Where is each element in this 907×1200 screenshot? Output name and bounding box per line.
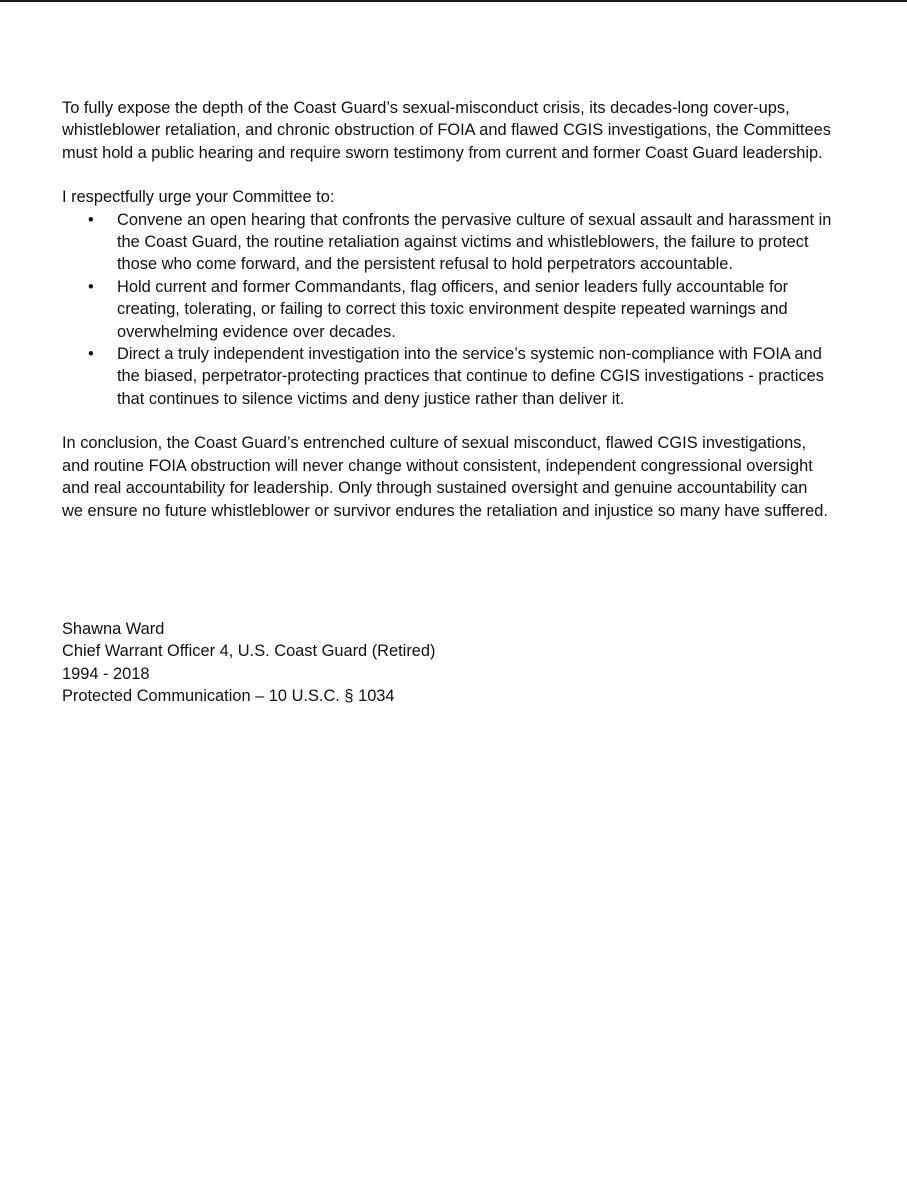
conclusion-paragraph: In conclusion, the Coast Guard’s entrenched culture of sexual misconduct, flawed CGIS investigations, and routine FOIA obstruction will never change without consistent, independent congressional oversight and real accountability for leadership. Only through sustained oversight and genuine accountability can we ensure no future whistleblower or survivor endures the retaliation and injustice so many have suffered. xyxy=(62,434,828,520)
service-years: 1994 - 2018 xyxy=(62,664,150,683)
list-item xyxy=(62,343,832,410)
list-item-text: Direct a truly independent investigation into the service’s systemic non-compliance with FOIA and the biased, perpetrator-protecting practices that continue to define CGIS investigations - practices that continues to silence victims and deny justice rather than deliver it. xyxy=(117,345,824,408)
page-top-edge xyxy=(0,0,907,2)
urge-paragraph: I respectfully urge your Committee to: xyxy=(62,188,335,207)
signature-block xyxy=(62,618,832,708)
letter-page xyxy=(62,97,832,708)
bullet-icon: • xyxy=(88,345,94,364)
list-item-text: Convene an open hearing that confronts the pervasive culture of sexual assault and harassment in the Coast Guard, the routine retaliation against victims and whistleblowers, the failure to protect those who come forward, and the persistent refusal to hold perpetrators accountable. xyxy=(117,210,832,274)
protected-communication-notice: Protected Communication – 10 U.S.C. § 1034 xyxy=(62,687,395,706)
list-item xyxy=(62,276,832,343)
bullet-icon: • xyxy=(88,210,94,229)
request-list xyxy=(62,209,832,411)
signer-title: Chief Warrant Officer 4, U.S. Coast Guard (Retired) xyxy=(62,642,436,661)
signer-name: Shawna Ward xyxy=(62,619,165,638)
bullet-icon: • xyxy=(88,277,94,296)
list-item xyxy=(62,209,832,276)
list-item-text: Hold current and former Commandants, flag officers, and senior leaders fully accountable for creating, tolerating, or failing to correct this toxic environment despite repeated warnings and overwhelming evidence over decades. xyxy=(117,277,789,341)
intro-paragraph: To fully expose the depth of the Coast Guard’s sexual-misconduct crisis, its decades-long cover-ups, whistleblower retaliation, and chronic obstruction of FOIA and flawed CGIS investigations, the Committees must hold a public hearing and require sworn testimony from current and former Coast Guard leadership. xyxy=(62,99,831,162)
